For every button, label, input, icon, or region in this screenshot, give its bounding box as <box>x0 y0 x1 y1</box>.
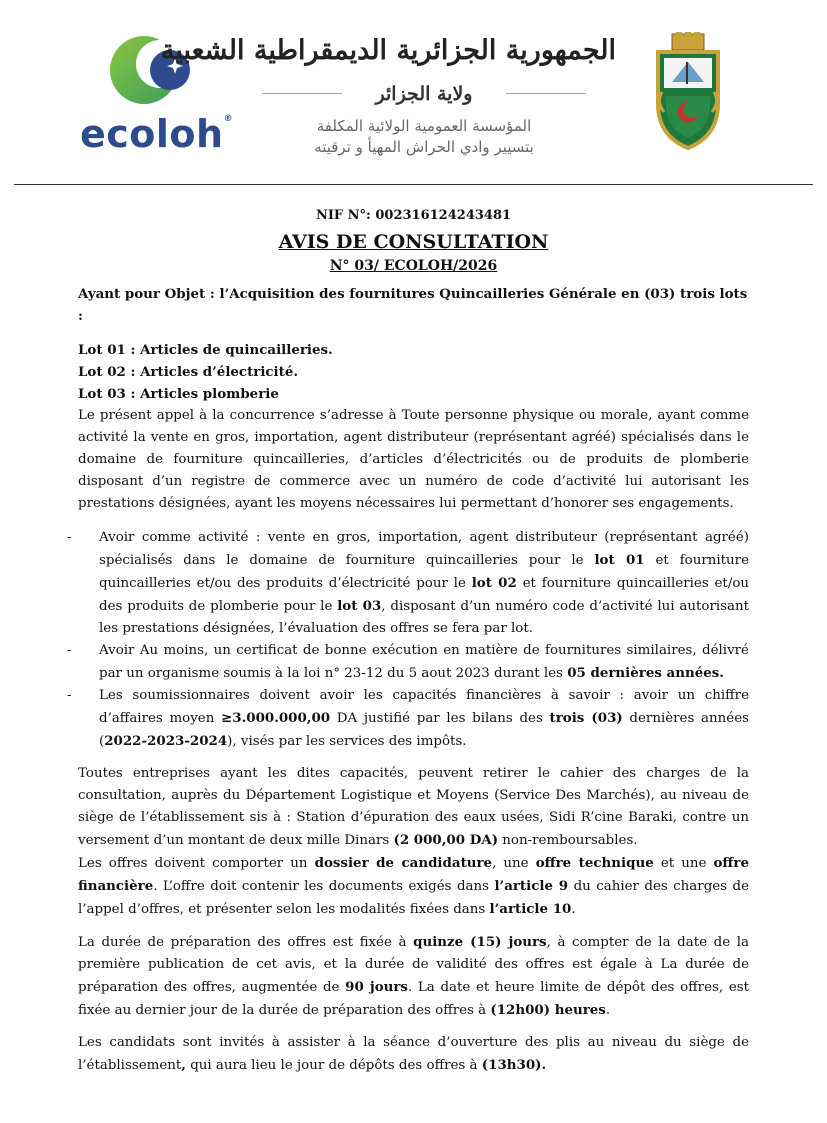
withdrawal-paragraph: Toutes entreprises ayant les dites capacités, peuvent retirer le cahier des charges de la consultation, auprès du Département Logistique et Moyens (Service Des Marchés), au niveau de siège de l’établissement sis à : Station d’épuration des eaux usées, Sidi R’cine Baraki, contre un versement d’un montant de deux mille Dinars (2 000,00 DA) non-remboursables. <box>78 766 749 848</box>
duration-paragraph: La durée de préparation des offres est fixée à quinze (15) jours, à compter de la date de la première publication de cet avis, et la durée de validité des offres est égale à La durée de préparation des offres, augmentée de 90 jours. La date et heure limite de dépôt des offres, est fixée au dernier jour de la durée de préparation des offres à (12h00) heures. <box>78 934 750 1018</box>
wilaya-crest-icon <box>652 32 724 150</box>
header-rule <box>14 184 813 185</box>
requirements-list <box>67 527 750 753</box>
intro-paragraph: Le présent appel à la concurrence s’adresse à Toute personne physique ou morale, ayant comme activité la vente en gros, importation, agent distributeur (représentant agréé) spécialisés dans le domaine de fourniture quincailleries, d’articles d’électricités ou de produits de plomberie disposant d’un registre de commerce avec un numéro de code d’activité lui autorisant les prestations désignées, ayant les moyens nécessaires lui permettant d’honorer ses engagements. <box>78 408 749 511</box>
lot-item: Lot 02 : Articles d’électricité. <box>78 364 299 380</box>
wilaya-name: ولاية الجزائر <box>375 83 473 105</box>
requirement-certificate: - Avoir Au moins, un certificat de bonne exécution en matière de fournitures similaires, délivré par un organisme soumis à la loi n° 23-12 du 5 aout 2023 durant les 05 dernières années. <box>67 643 749 681</box>
requirement-financial: - Les soumissionnaires doivent avoir les capacités financières à savoir : avoir un chiffre d’affaires moyen ≥3.000.000,00 DA justifié par les bilans des trois (03) dernières années (2022-2023-2024), visés par les services des impôts. <box>67 688 749 749</box>
notice-subject: Ayant pour Objet : l’Acquisition des fournitures Quincailleries Générale en (03) trois lots : <box>78 286 748 324</box>
offers-paragraph: Les offres doivent comporter un dossier de candidature, une offre technique et une offre financière. L’offre doit contenir les documents exigés dans l’article 9 du cahier des charges de l’appel d’offres, et présenter selon les modalités fixées dans l’article 10. <box>78 855 749 917</box>
notice-body <box>67 205 750 1077</box>
lot-item: Lot 01 : Articles de quincailleries. <box>78 342 333 358</box>
opening-paragraph: Les candidats sont invités à assister à la séance d’ouverture des plis au niveau du siège de l’établissement, qui aura lieu le jour de dépôts des offres à (13h30). <box>78 1035 749 1073</box>
org-name-line1: المؤسسة العمومية الولائية المكلفة <box>316 117 532 135</box>
requirement-activity: - Avoir comme activité : vente en gros, importation, agent distributeur (représentant agréé) spécialisés dans le domaine de fourniture quincailleries pour le lot 01 et fourniture quincailleries et/ou des produits d’électricité pour le lot 02 et fourniture quincailleries et/ou des produits de plomberie pour le lot 03, disposant d’un numéro code d’activité lui autorisant les prestations désignées, l’évaluation des offres se fera par lot. <box>67 530 750 636</box>
notice-number: N° 03/ ECOLOH/2026 <box>329 258 498 274</box>
divider-line <box>262 93 342 94</box>
republic-name: الجمهورية الجزائرية الديمقراطية الشعبية <box>160 35 616 66</box>
org-name-line2: بتسيير وادي الحراش المهيأ و ترقيته <box>314 138 534 156</box>
divider-line <box>506 93 586 94</box>
letterhead <box>0 0 827 184</box>
page-title: AVIS DE CONSULTATION <box>278 231 549 253</box>
nif-number: NIF N°: 002316124243481 <box>315 208 512 223</box>
arabic-header <box>160 26 616 158</box>
brand-name: ecoloh® <box>80 112 234 156</box>
lot-item: Lot 03 : Articles plomberie <box>78 386 279 402</box>
